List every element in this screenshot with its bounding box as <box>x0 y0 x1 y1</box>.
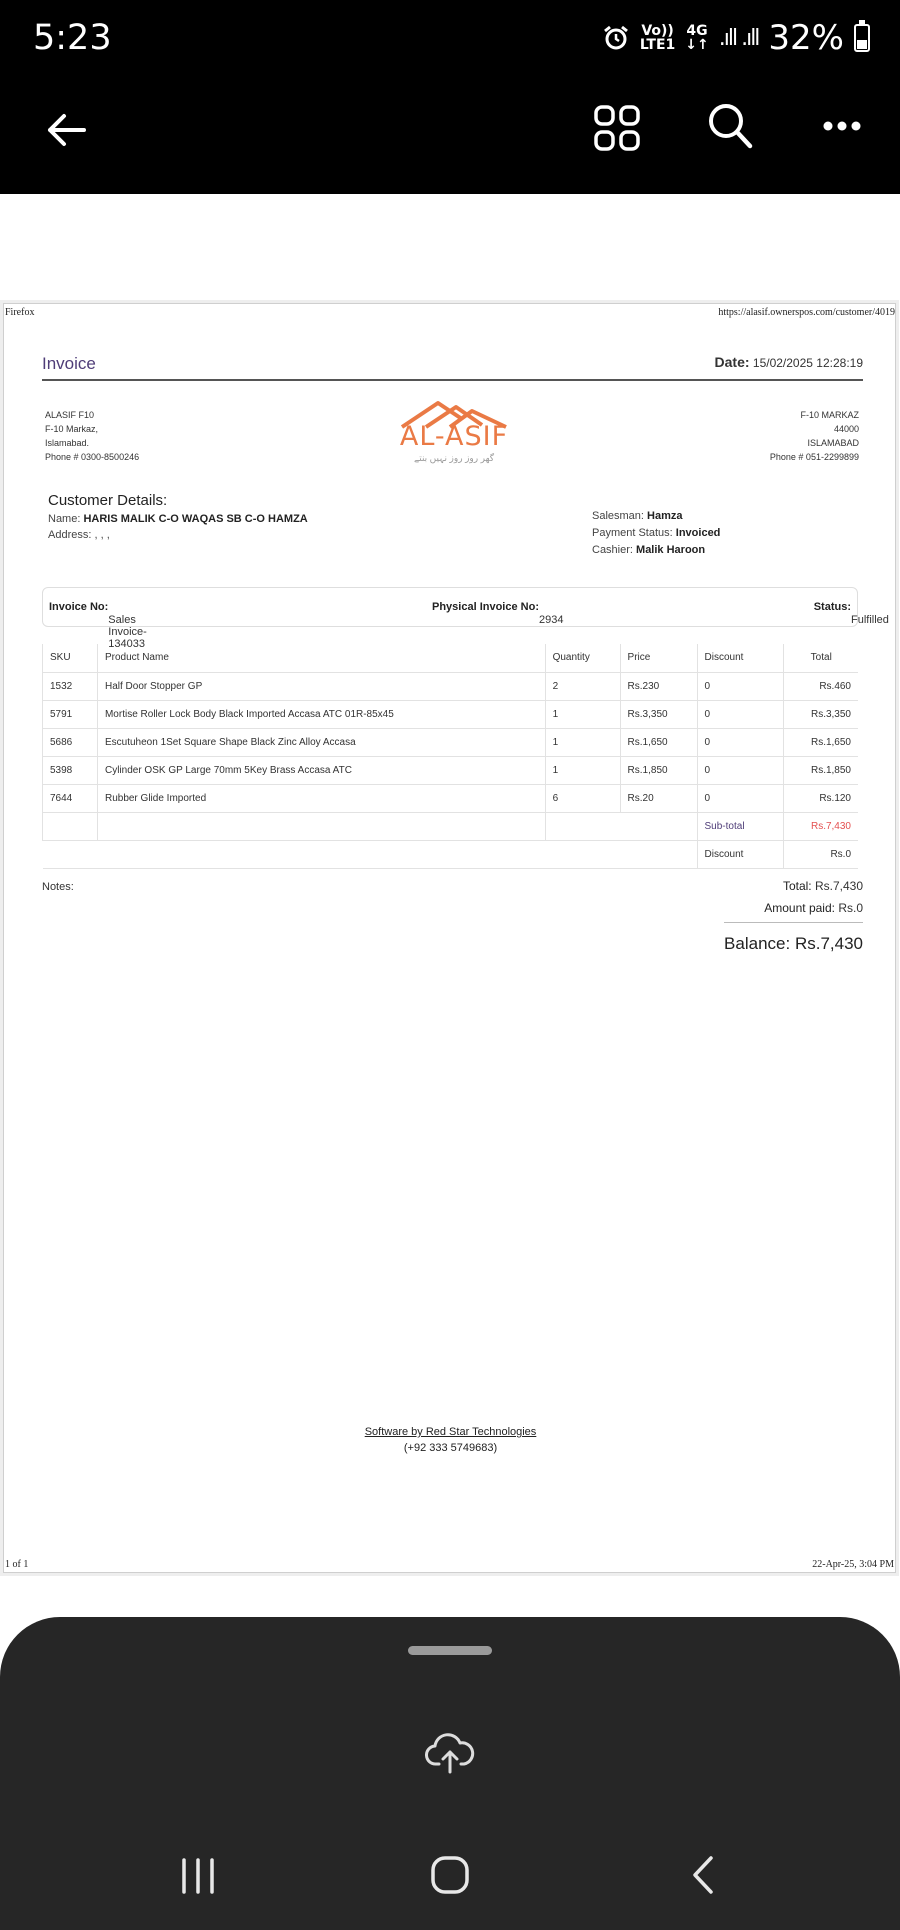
drag-handle[interactable] <box>408 1646 492 1655</box>
discount-cell: 0 <box>697 728 784 756</box>
column-header: Total <box>784 644 858 672</box>
quantity-cell: 6 <box>545 784 620 812</box>
recents-icon[interactable] <box>178 1858 218 1894</box>
signal-icon: .ıll .ıll <box>718 25 759 51</box>
subtotal-label: Sub-total <box>697 812 784 840</box>
notes-label: Notes: <box>42 881 74 893</box>
sku-cell: 7644 <box>43 784 98 812</box>
balance: Balance: Rs.7,430 <box>724 934 863 953</box>
physical-invoice-number: Physical Invoice No: 2934 <box>432 601 564 626</box>
product-name-cell: Cylinder OSK GP Large 70mm 5Key Brass Accasa ATC <box>97 756 545 784</box>
column-header: Discount <box>697 644 784 672</box>
fulfillment-status: Status: Fulfilled <box>813 601 889 626</box>
table-row <box>43 784 859 812</box>
price-cell: Rs.230 <box>620 672 697 700</box>
total-cell: Rs.460 <box>784 672 858 700</box>
sku-cell: 5398 <box>43 756 98 784</box>
print-url: https://alasif.ownerspos.com/customer/4019 <box>718 307 895 318</box>
back-icon[interactable] <box>690 1855 716 1895</box>
logo-tagline: گھر روز روز نہیں بنتے <box>413 453 495 463</box>
table-header-row <box>43 644 859 672</box>
items-table <box>42 644 858 869</box>
status-icons <box>602 18 870 58</box>
status-bar <box>0 0 900 78</box>
discount-cell: 0 <box>697 700 784 728</box>
table-row <box>43 756 859 784</box>
column-header: Quantity <box>545 644 620 672</box>
software-credit <box>4 1424 897 1456</box>
product-name-cell: Mortise Roller Lock Body Black Imported Accasa ATC 01R-85x45 <box>97 700 545 728</box>
amount-paid: Amount paid: Rs.0 <box>764 901 863 915</box>
sku-cell: 1532 <box>43 672 98 700</box>
print-page-count: 1 of 1 <box>5 1559 29 1570</box>
data-indicator: 4G ↓↑ <box>685 23 709 53</box>
subtotal-row <box>43 812 859 840</box>
more-icon[interactable] <box>822 120 862 132</box>
column-header: Price <box>620 644 697 672</box>
viewer-toolbar <box>0 78 900 194</box>
print-browser-name: Firefox <box>5 307 35 318</box>
total-cell: Rs.120 <box>784 784 858 812</box>
payment-status: Payment Status: Invoiced <box>592 527 721 539</box>
price-cell: Rs.20 <box>620 784 697 812</box>
bottom-sheet <box>0 1617 900 1930</box>
product-name-cell: Half Door Stopper GP <box>97 672 545 700</box>
price-cell: Rs.1,850 <box>620 756 697 784</box>
volte-indicator: Vo)) LTE1 <box>639 23 676 53</box>
discount-cell: 0 <box>697 756 784 784</box>
table-row <box>43 672 859 700</box>
table-row <box>43 700 859 728</box>
price-cell: Rs.3,350 <box>620 700 697 728</box>
quantity-cell: 1 <box>545 728 620 756</box>
invoice-page[interactable] <box>3 303 896 1573</box>
back-arrow-icon[interactable] <box>44 108 88 152</box>
al-asif-logo <box>394 399 514 469</box>
total-cell: Rs.1,850 <box>784 756 858 784</box>
discount-cell: 0 <box>697 672 784 700</box>
discount-cell: 0 <box>697 784 784 812</box>
clock: 5:23 <box>33 18 112 58</box>
home-icon[interactable] <box>430 1855 470 1895</box>
grid-icon[interactable] <box>594 105 640 151</box>
subtotal-value: Rs.7,430 <box>784 812 858 840</box>
column-header: Product Name <box>97 644 545 672</box>
salesman: Salesman: Hamza <box>592 510 683 522</box>
discount-value: Rs.0 <box>784 840 858 868</box>
cloud-upload-icon[interactable] <box>425 1732 475 1774</box>
battery-icon <box>854 24 870 52</box>
credit-phone: (+92 333 5749683) <box>403 1442 498 1454</box>
cashier: Cashier: Malik Haroon <box>592 544 706 556</box>
product-name-cell: Escutuheon 1Set Square Shape Black Zinc Alloy Accasa <box>97 728 545 756</box>
battery-percent: 32% <box>768 18 844 58</box>
invoice-title: Invoice <box>42 354 96 373</box>
divider <box>42 379 863 381</box>
alarm-icon <box>602 24 630 52</box>
table-row <box>43 728 859 756</box>
price-cell: Rs.1,650 <box>620 728 697 756</box>
total-cell: Rs.3,350 <box>784 700 858 728</box>
divider <box>724 922 863 923</box>
quantity-cell: 1 <box>545 756 620 784</box>
invoice-info-box <box>42 587 889 650</box>
sku-cell: 5686 <box>43 728 98 756</box>
discount-row <box>43 840 859 868</box>
credit-link[interactable]: Software by Red Star Technologies <box>364 1426 537 1438</box>
customer-details-heading: Customer Details: <box>48 492 168 509</box>
quantity-cell: 1 <box>545 700 620 728</box>
customer-name: Name: HARIS MALIK C-O WAQAS SB C-O HAMZA <box>48 513 308 525</box>
company-address: ALASIF F10 F-10 Markaz, Islamabad. Phone # 0300-8500246 <box>45 410 140 462</box>
branch-address: F-10 MARKAZ 44000 ISLAMABAD Phone # 051-2299899 <box>769 410 859 462</box>
total-cell: Rs.1,650 <box>784 728 858 756</box>
customer-address: Address: , , , <box>48 529 110 541</box>
invoice-date: Date: 15/02/2025 12:28:19 <box>714 354 863 370</box>
invoice-number: Invoice No: Sales Invoice-134033 <box>49 601 147 650</box>
logo-wordmark: AL-ASIF <box>399 421 509 452</box>
column-header: SKU <box>43 644 98 672</box>
search-icon[interactable] <box>707 102 753 150</box>
sku-cell: 5791 <box>43 700 98 728</box>
print-timestamp: 22-Apr-25, 3:04 PM <box>812 1559 894 1570</box>
product-name-cell: Rubber Glide Imported <box>97 784 545 812</box>
discount-label: Discount <box>697 840 784 868</box>
quantity-cell: 2 <box>545 672 620 700</box>
grand-total: Total: Rs.7,430 <box>782 879 863 893</box>
